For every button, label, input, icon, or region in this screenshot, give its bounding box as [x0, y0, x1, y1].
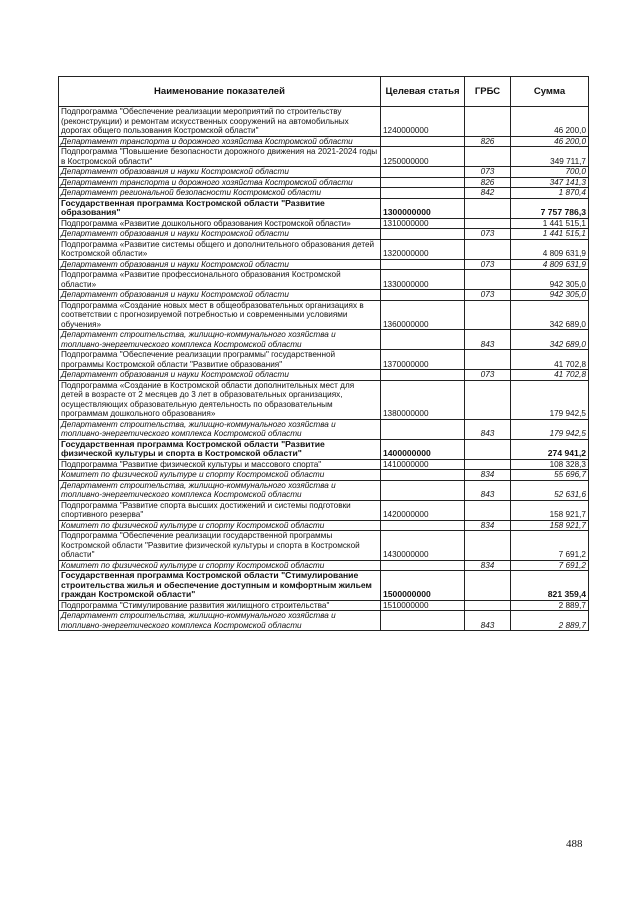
- row-sum-cell: 700,0: [511, 167, 589, 178]
- row-name-cell: Подпрограмма «Развитие профессионального образования Костромской области»: [59, 270, 381, 290]
- row-grbs-cell: 826: [465, 177, 511, 188]
- row-name-cell: Подпрограмма «Развитие системы общего и дополнительного образования детей Костромской области»: [59, 239, 381, 259]
- row-grbs-cell: 843: [465, 611, 511, 631]
- row-name-cell: Подпрограмма «Создание новых мест в общеобразовательных организациях в соответствии с прогнозируемой потребностью и современными условиями обучения»: [59, 300, 381, 330]
- row-grbs-cell: [465, 218, 511, 229]
- department-row: [59, 419, 589, 439]
- page-number: 488: [566, 838, 583, 850]
- subprogram-row: [59, 459, 589, 470]
- row-grbs-cell: 073: [465, 167, 511, 178]
- row-sum-cell: 55 696,7: [511, 470, 589, 481]
- row-sum-cell: 41 702,8: [511, 370, 589, 381]
- row-name-cell: Государственная программа Костромской области "Развитие физической культуры и спорта в Костромской области": [59, 439, 381, 459]
- row-grbs-cell: 073: [465, 370, 511, 381]
- row-sum-cell: 52 631,6: [511, 480, 589, 500]
- row-name-cell: Департамент строительства, жилищно-коммунального хозяйства и топливно-энергетического комплекса Костромской области: [59, 419, 381, 439]
- row-grbs-cell: [465, 439, 511, 459]
- row-sum-cell: 179 942,5: [511, 419, 589, 439]
- department-row: [59, 560, 589, 571]
- subprogram-row: [59, 600, 589, 611]
- row-grbs-cell: 826: [465, 136, 511, 147]
- row-name-cell: Департамент образования и науки Костромской области: [59, 229, 381, 240]
- subprogram-row: [59, 107, 589, 137]
- department-row: [59, 290, 589, 301]
- row-name-cell: Государственная программа Костромской области "Развитие образования": [59, 198, 381, 218]
- row-name-cell: Департамент строительства, жилищно-коммунального хозяйства и топливно-энергетического комплекса Костромской области: [59, 330, 381, 350]
- row-grbs-cell: [465, 571, 511, 601]
- row-name-cell: Департамент региональной безопасности Костромской области: [59, 188, 381, 199]
- department-row: [59, 136, 589, 147]
- row-code-cell: [381, 370, 465, 381]
- program-row: [59, 439, 589, 459]
- row-grbs-cell: 843: [465, 330, 511, 350]
- row-grbs-cell: [465, 107, 511, 137]
- row-name-cell: Департамент строительства, жилищно-коммунального хозяйства и топливно-энергетического комплекса Костромской области: [59, 611, 381, 631]
- row-grbs-cell: [465, 500, 511, 520]
- row-code-cell: [381, 259, 465, 270]
- row-code-cell: 1300000000: [381, 198, 465, 218]
- subprogram-row: [59, 380, 589, 419]
- row-grbs-cell: 843: [465, 419, 511, 439]
- row-sum-cell: 46 200,0: [511, 136, 589, 147]
- row-code-cell: 1510000000: [381, 600, 465, 611]
- row-code-cell: 1500000000: [381, 571, 465, 601]
- row-sum-cell: 158 921,7: [511, 500, 589, 520]
- row-name-cell: Департамент транспорта и дорожного хозяйства Костромской области: [59, 136, 381, 147]
- header-sum: Сумма: [511, 77, 589, 107]
- department-row: [59, 611, 589, 631]
- row-name-cell: Департамент образования и науки Костромской области: [59, 290, 381, 301]
- row-code-cell: 1410000000: [381, 459, 465, 470]
- row-code-cell: 1320000000: [381, 239, 465, 259]
- table-header-row: [59, 77, 589, 107]
- row-grbs-cell: 834: [465, 520, 511, 531]
- row-code-cell: [381, 520, 465, 531]
- row-name-cell: Подпрограмма "Повышение безопасности дорожного движения на 2021-2024 годы в Костромской области": [59, 147, 381, 167]
- row-grbs-cell: 843: [465, 480, 511, 500]
- row-code-cell: [381, 136, 465, 147]
- department-row: [59, 330, 589, 350]
- row-code-cell: 1360000000: [381, 300, 465, 330]
- subprogram-row: [59, 239, 589, 259]
- row-sum-cell: 942 305,0: [511, 290, 589, 301]
- row-sum-cell: 821 359,4: [511, 571, 589, 601]
- row-grbs-cell: [465, 147, 511, 167]
- row-name-cell: Комитет по физической культуре и спорту Костромской области: [59, 560, 381, 571]
- row-sum-cell: 1 441 515,1: [511, 218, 589, 229]
- department-row: [59, 370, 589, 381]
- row-code-cell: [381, 177, 465, 188]
- row-sum-cell: 342 689,0: [511, 330, 589, 350]
- row-grbs-cell: 834: [465, 560, 511, 571]
- row-grbs-cell: 073: [465, 259, 511, 270]
- row-grbs-cell: 073: [465, 229, 511, 240]
- row-code-cell: 1310000000: [381, 218, 465, 229]
- row-code-cell: [381, 290, 465, 301]
- subprogram-row: [59, 300, 589, 330]
- row-sum-cell: 349 711,7: [511, 147, 589, 167]
- row-grbs-cell: [465, 531, 511, 561]
- row-sum-cell: 1 441 515,1: [511, 229, 589, 240]
- row-grbs-cell: [465, 300, 511, 330]
- row-sum-cell: 347 141,3: [511, 177, 589, 188]
- row-name-cell: Подпрограмма «Развитие дошкольного образования Костромской области»: [59, 218, 381, 229]
- row-code-cell: [381, 470, 465, 481]
- subprogram-row: [59, 500, 589, 520]
- row-grbs-cell: [465, 198, 511, 218]
- header-name: Наименование показателей: [59, 77, 381, 107]
- row-code-cell: 1420000000: [381, 500, 465, 520]
- row-name-cell: Государственная программа Костромской области "Стимулирование строительства жилья и обеспечение доступным и комфортным жильем граждан Костромской области": [59, 571, 381, 601]
- row-name-cell: Подпрограмма "Развитие физической культуры и массового спорта": [59, 459, 381, 470]
- row-sum-cell: 179 942,5: [511, 380, 589, 419]
- header-code: Целевая статья: [381, 77, 465, 107]
- row-name-cell: Подпрограмма «Создание в Костромской области дополнительных мест для детей в возрасте от 2 месяцев до 3 лет в образовательных организациях, осуществляющих образовательную деятельность по образовательным программам дошкольного образования»: [59, 380, 381, 419]
- row-grbs-cell: 073: [465, 290, 511, 301]
- program-row: [59, 571, 589, 601]
- row-name-cell: Комитет по физической культуре и спорту Костромской области: [59, 520, 381, 531]
- row-code-cell: 1240000000: [381, 107, 465, 137]
- header-grbs: ГРБС: [465, 77, 511, 107]
- row-code-cell: 1380000000: [381, 380, 465, 419]
- row-name-cell: Департамент транспорта и дорожного хозяйства Костромской области: [59, 177, 381, 188]
- row-sum-cell: 7 691,2: [511, 560, 589, 571]
- row-sum-cell: 41 702,8: [511, 350, 589, 370]
- row-code-cell: 1250000000: [381, 147, 465, 167]
- row-sum-cell: 1 870,4: [511, 188, 589, 199]
- row-code-cell: [381, 330, 465, 350]
- row-code-cell: [381, 611, 465, 631]
- row-code-cell: [381, 480, 465, 500]
- subprogram-row: [59, 218, 589, 229]
- department-row: [59, 470, 589, 481]
- row-sum-cell: 942 305,0: [511, 270, 589, 290]
- row-sum-cell: 342 689,0: [511, 300, 589, 330]
- subprogram-row: [59, 350, 589, 370]
- row-name-cell: Комитет по физической культуре и спорту Костромской области: [59, 470, 381, 481]
- row-sum-cell: 4 809 631,9: [511, 259, 589, 270]
- row-sum-cell: 158 921,7: [511, 520, 589, 531]
- row-code-cell: [381, 229, 465, 240]
- row-name-cell: Департамент образования и науки Костромской области: [59, 259, 381, 270]
- row-sum-cell: 46 200,0: [511, 107, 589, 137]
- row-sum-cell: 2 889,7: [511, 611, 589, 631]
- row-sum-cell: 274 941,2: [511, 439, 589, 459]
- row-sum-cell: 4 809 631,9: [511, 239, 589, 259]
- row-grbs-cell: [465, 350, 511, 370]
- department-row: [59, 167, 589, 178]
- row-sum-cell: 108 328,3: [511, 459, 589, 470]
- table-body: [59, 107, 589, 631]
- row-name-cell: Подпрограмма "Обеспечение реализации государственной программы Костромской области "Развитие физической культуры и спорта в Костромской области": [59, 531, 381, 561]
- row-grbs-cell: 834: [465, 470, 511, 481]
- row-sum-cell: 7 691,2: [511, 531, 589, 561]
- row-grbs-cell: 842: [465, 188, 511, 199]
- row-code-cell: [381, 167, 465, 178]
- row-sum-cell: 2 889,7: [511, 600, 589, 611]
- row-code-cell: 1330000000: [381, 270, 465, 290]
- subprogram-row: [59, 531, 589, 561]
- row-code-cell: 1430000000: [381, 531, 465, 561]
- department-row: [59, 177, 589, 188]
- department-row: [59, 520, 589, 531]
- row-grbs-cell: [465, 600, 511, 611]
- row-code-cell: 1370000000: [381, 350, 465, 370]
- row-name-cell: Департамент образования и науки Костромской области: [59, 167, 381, 178]
- row-grbs-cell: [465, 380, 511, 419]
- row-name-cell: Подпрограмма "Стимулирование развития жилищного строительства": [59, 600, 381, 611]
- row-grbs-cell: [465, 459, 511, 470]
- row-grbs-cell: [465, 239, 511, 259]
- row-code-cell: [381, 419, 465, 439]
- row-sum-cell: 7 757 786,3: [511, 198, 589, 218]
- program-row: [59, 198, 589, 218]
- budget-table: [58, 76, 589, 631]
- row-code-cell: 1400000000: [381, 439, 465, 459]
- department-row: [59, 480, 589, 500]
- row-grbs-cell: [465, 270, 511, 290]
- department-row: [59, 229, 589, 240]
- row-name-cell: Подпрограмма "Обеспечение реализации мероприятий по строительству (реконструкции) и ремонтам искусственных сооружений на автомобильных дорогах общего пользования Костромской области": [59, 107, 381, 137]
- row-name-cell: Подпрограмма "Развитие спорта высших достижений и системы подготовки спортивного резерва": [59, 500, 381, 520]
- department-row: [59, 188, 589, 199]
- subprogram-row: [59, 270, 589, 290]
- department-row: [59, 259, 589, 270]
- row-code-cell: [381, 560, 465, 571]
- row-name-cell: Подпрограмма "Обеспечение реализации программы" государственной программы Костромской области "Развитие образования": [59, 350, 381, 370]
- subprogram-row: [59, 147, 589, 167]
- row-code-cell: [381, 188, 465, 199]
- row-name-cell: Департамент строительства, жилищно-коммунального хозяйства и топливно-энергетического комплекса Костромской области: [59, 480, 381, 500]
- row-name-cell: Департамент образования и науки Костромской области: [59, 370, 381, 381]
